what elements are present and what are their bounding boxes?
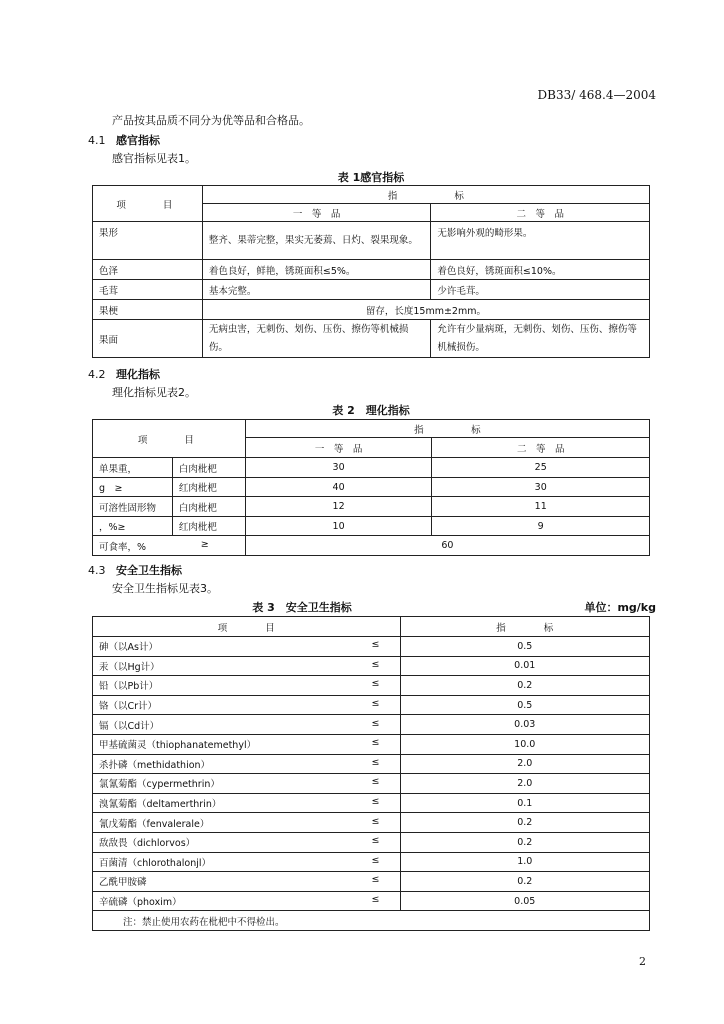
t3-item: 乙酰甲胺磷	[99, 877, 147, 889]
t3-item: 敌敌畏（dichlorvos）	[99, 838, 196, 850]
t1-item: 果面	[93, 320, 203, 358]
t1-grade2: 无影响外观的畸形果。	[431, 222, 650, 260]
t3-item-cell	[93, 656, 401, 676]
t1-item: 色泽	[93, 260, 203, 280]
t3-sign: ≤	[371, 658, 380, 670]
table-1-sensory	[92, 185, 650, 358]
t1-header-index: 指 标	[202, 186, 649, 204]
table-row	[93, 637, 650, 657]
t3-item-cell	[93, 734, 401, 754]
t3-value: 0.2	[400, 872, 650, 892]
t3-value: 0.05	[400, 891, 650, 911]
t3-item: 百菌清（chlorothalonjl）	[99, 857, 212, 869]
table-row	[93, 222, 650, 260]
section-number: 4.2	[88, 368, 106, 381]
t3-item: 辛硫磷（phoxim）	[99, 897, 182, 909]
section-number: 4.3	[88, 564, 106, 577]
t3-sign: ≤	[371, 894, 380, 906]
t3-item-cell	[93, 754, 401, 774]
t2-soluble-label-2: ，%≥	[93, 517, 173, 536]
t3-sign: ≤	[371, 874, 380, 886]
t2-value: 25	[432, 458, 650, 478]
section-4-2-heading	[88, 366, 160, 382]
t2-value: 9	[432, 517, 650, 536]
t2-value: 12	[245, 497, 432, 517]
t3-item: 氰戊菊酯（fenvalerale）	[99, 818, 210, 830]
t1-grade1: 基本完整。	[202, 280, 431, 300]
t3-header-index: 指 标	[400, 617, 650, 637]
t3-item: 氯氰菊酯（cypermethrin）	[99, 779, 220, 791]
t2-value: 10	[245, 517, 432, 536]
table-row	[93, 754, 650, 774]
t2-weight-label-1: 单果重，	[93, 458, 173, 478]
table-row	[93, 280, 650, 300]
t2-weight-label-2: g ≥	[93, 478, 173, 497]
t3-value: 0.5	[400, 695, 650, 715]
table-row	[93, 300, 650, 320]
t3-item-cell	[93, 832, 401, 852]
t3-value: 2.0	[400, 774, 650, 794]
t3-item-cell	[93, 774, 401, 794]
t2-header-item: 项 目	[93, 420, 246, 458]
t3-sign: ≤	[371, 854, 380, 866]
section-title: 安全卫生指标	[116, 564, 182, 577]
t3-item-cell	[93, 676, 401, 696]
table-3-unit: 单位：mg/kg	[584, 601, 656, 614]
t1-item: 果梗	[93, 300, 203, 320]
table-row	[93, 676, 650, 696]
page-number: 2	[639, 955, 646, 968]
t3-sign: ≤	[371, 756, 380, 768]
t2-header-grade2: 二 等 品	[432, 438, 650, 458]
t2-edible-sign: ≥	[200, 538, 209, 550]
t3-item: 铅（以Pb计）	[99, 681, 159, 693]
t1-merged-value: 留存，长度15mm±2mm。	[202, 300, 649, 320]
t3-value: 0.2	[400, 676, 650, 696]
t2-value: 30	[432, 478, 650, 497]
table-row	[93, 497, 650, 517]
section-number: 4.1	[88, 134, 106, 147]
section-title: 理化指标	[116, 368, 160, 381]
t1-grade1: 无病虫害，无刺伤、划伤、压伤、擦伤等机械损伤。	[202, 320, 431, 358]
t2-edible-text: 可食率，%	[99, 541, 147, 553]
t3-item-cell	[93, 891, 401, 911]
document-code: DB33/ 468.4—2004	[537, 88, 656, 102]
t3-value: 1.0	[400, 852, 650, 872]
table-row	[93, 320, 650, 358]
table-2-physicochemical	[92, 419, 650, 556]
t3-item-cell	[93, 715, 401, 735]
t2-value: 11	[432, 497, 650, 517]
intro-text: 产品按其品质不同分为优等品和合格品。	[112, 114, 310, 127]
table-row	[93, 715, 650, 735]
t3-item-cell	[93, 695, 401, 715]
t3-item: 铬（以Cr计）	[99, 701, 158, 713]
table-row	[93, 852, 650, 872]
t1-item: 果形	[93, 222, 203, 260]
table-row	[93, 813, 650, 833]
table-2-caption: 表 2 理化指标	[332, 404, 410, 417]
t3-value: 0.2	[400, 813, 650, 833]
t3-value: 0.03	[400, 715, 650, 735]
t3-sign: ≤	[371, 639, 380, 651]
section-4-1-heading	[88, 132, 160, 148]
t1-item: 毛茸	[93, 280, 203, 300]
table-row	[93, 695, 650, 715]
t3-item-cell	[93, 872, 401, 892]
section-4-1-text: 感官指标见表1。	[112, 152, 196, 165]
t1-header-grade1: 一 等 品	[202, 204, 431, 222]
table-row	[93, 774, 650, 794]
t1-grade2: 少许毛茸。	[431, 280, 650, 300]
t1-grade2: 允许有少量病斑，无刺伤、划伤、压伤、擦伤等机械损伤。	[431, 320, 650, 358]
t3-sign: ≤	[371, 678, 380, 690]
t2-header-index: 指 标	[245, 420, 649, 438]
t2-edible-label	[93, 536, 246, 556]
t3-value: 0.1	[400, 793, 650, 813]
t3-value: 0.2	[400, 832, 650, 852]
table-row	[93, 478, 650, 497]
table-row	[93, 536, 650, 556]
t3-sign: ≤	[371, 776, 380, 788]
t2-value: 40	[245, 478, 432, 497]
t3-sign: ≤	[371, 835, 380, 847]
t3-item-cell	[93, 852, 401, 872]
t3-sign: ≤	[371, 815, 380, 827]
table-row	[93, 656, 650, 676]
t1-header-grade2: 二 等 品	[431, 204, 650, 222]
t3-value: 10.0	[400, 734, 650, 754]
t3-item: 溴氰菊酯（deltamerthrin）	[99, 799, 222, 811]
table-row	[93, 260, 650, 280]
table-row	[93, 517, 650, 536]
t3-value: 0.5	[400, 637, 650, 657]
t1-grade1: 整齐、果蒂完整，果实无萎蔫、日灼、裂果现象。	[202, 222, 431, 260]
table-row	[93, 832, 650, 852]
t2-soluble-label-1: 可溶性固形物	[93, 497, 173, 517]
t1-header-item: 项 目	[93, 186, 203, 222]
table-row	[93, 872, 650, 892]
t3-item-cell	[93, 793, 401, 813]
t3-value: 2.0	[400, 754, 650, 774]
t1-grade2: 着色良好，锈斑面积≤10%。	[431, 260, 650, 280]
t2-variety: 白肉枇杷	[172, 497, 245, 517]
t3-item: 甲基硫菌灵（thiophanatemethyl）	[99, 740, 257, 752]
t2-variety: 红肉枇杷	[172, 517, 245, 536]
table-row	[93, 793, 650, 813]
t3-item: 砷（以As计）	[99, 642, 158, 654]
t3-value: 0.01	[400, 656, 650, 676]
t3-sign: ≤	[371, 796, 380, 808]
table-row	[93, 458, 650, 478]
section-4-3-heading	[88, 562, 182, 578]
table-row	[93, 891, 650, 911]
table-3-safety	[92, 616, 650, 931]
t3-item-cell	[93, 637, 401, 657]
table-row	[93, 734, 650, 754]
t3-item: 杀扑磷（methidathion）	[99, 759, 211, 771]
t3-header-item: 项 目	[93, 617, 401, 637]
section-4-3-text: 安全卫生指标见表3。	[112, 582, 218, 595]
section-title: 感官指标	[116, 134, 160, 147]
t2-header-grade1: 一 等 品	[245, 438, 432, 458]
t3-note: 注：禁止使用农药在枇杷中不得检出。	[93, 911, 650, 931]
t2-value: 30	[245, 458, 432, 478]
t2-variety: 白肉枇杷	[172, 458, 245, 478]
t3-item: 镉（以Cd计）	[99, 720, 160, 732]
t3-sign: ≤	[371, 737, 380, 749]
table-3-caption: 表 3 安全卫生指标	[252, 601, 352, 614]
t3-sign: ≤	[371, 717, 380, 729]
t3-sign: ≤	[371, 698, 380, 710]
section-4-2-text: 理化指标见表2。	[112, 386, 196, 399]
t2-edible-value: 60	[245, 536, 649, 556]
t1-grade1: 着色良好，鲜艳，锈斑面积≤5%。	[202, 260, 431, 280]
table-1-caption: 表 1感官指标	[337, 171, 405, 184]
t3-item-cell	[93, 813, 401, 833]
t3-item: 汞（以Hg计）	[99, 661, 160, 673]
t2-variety: 红肉枇杷	[172, 478, 245, 497]
